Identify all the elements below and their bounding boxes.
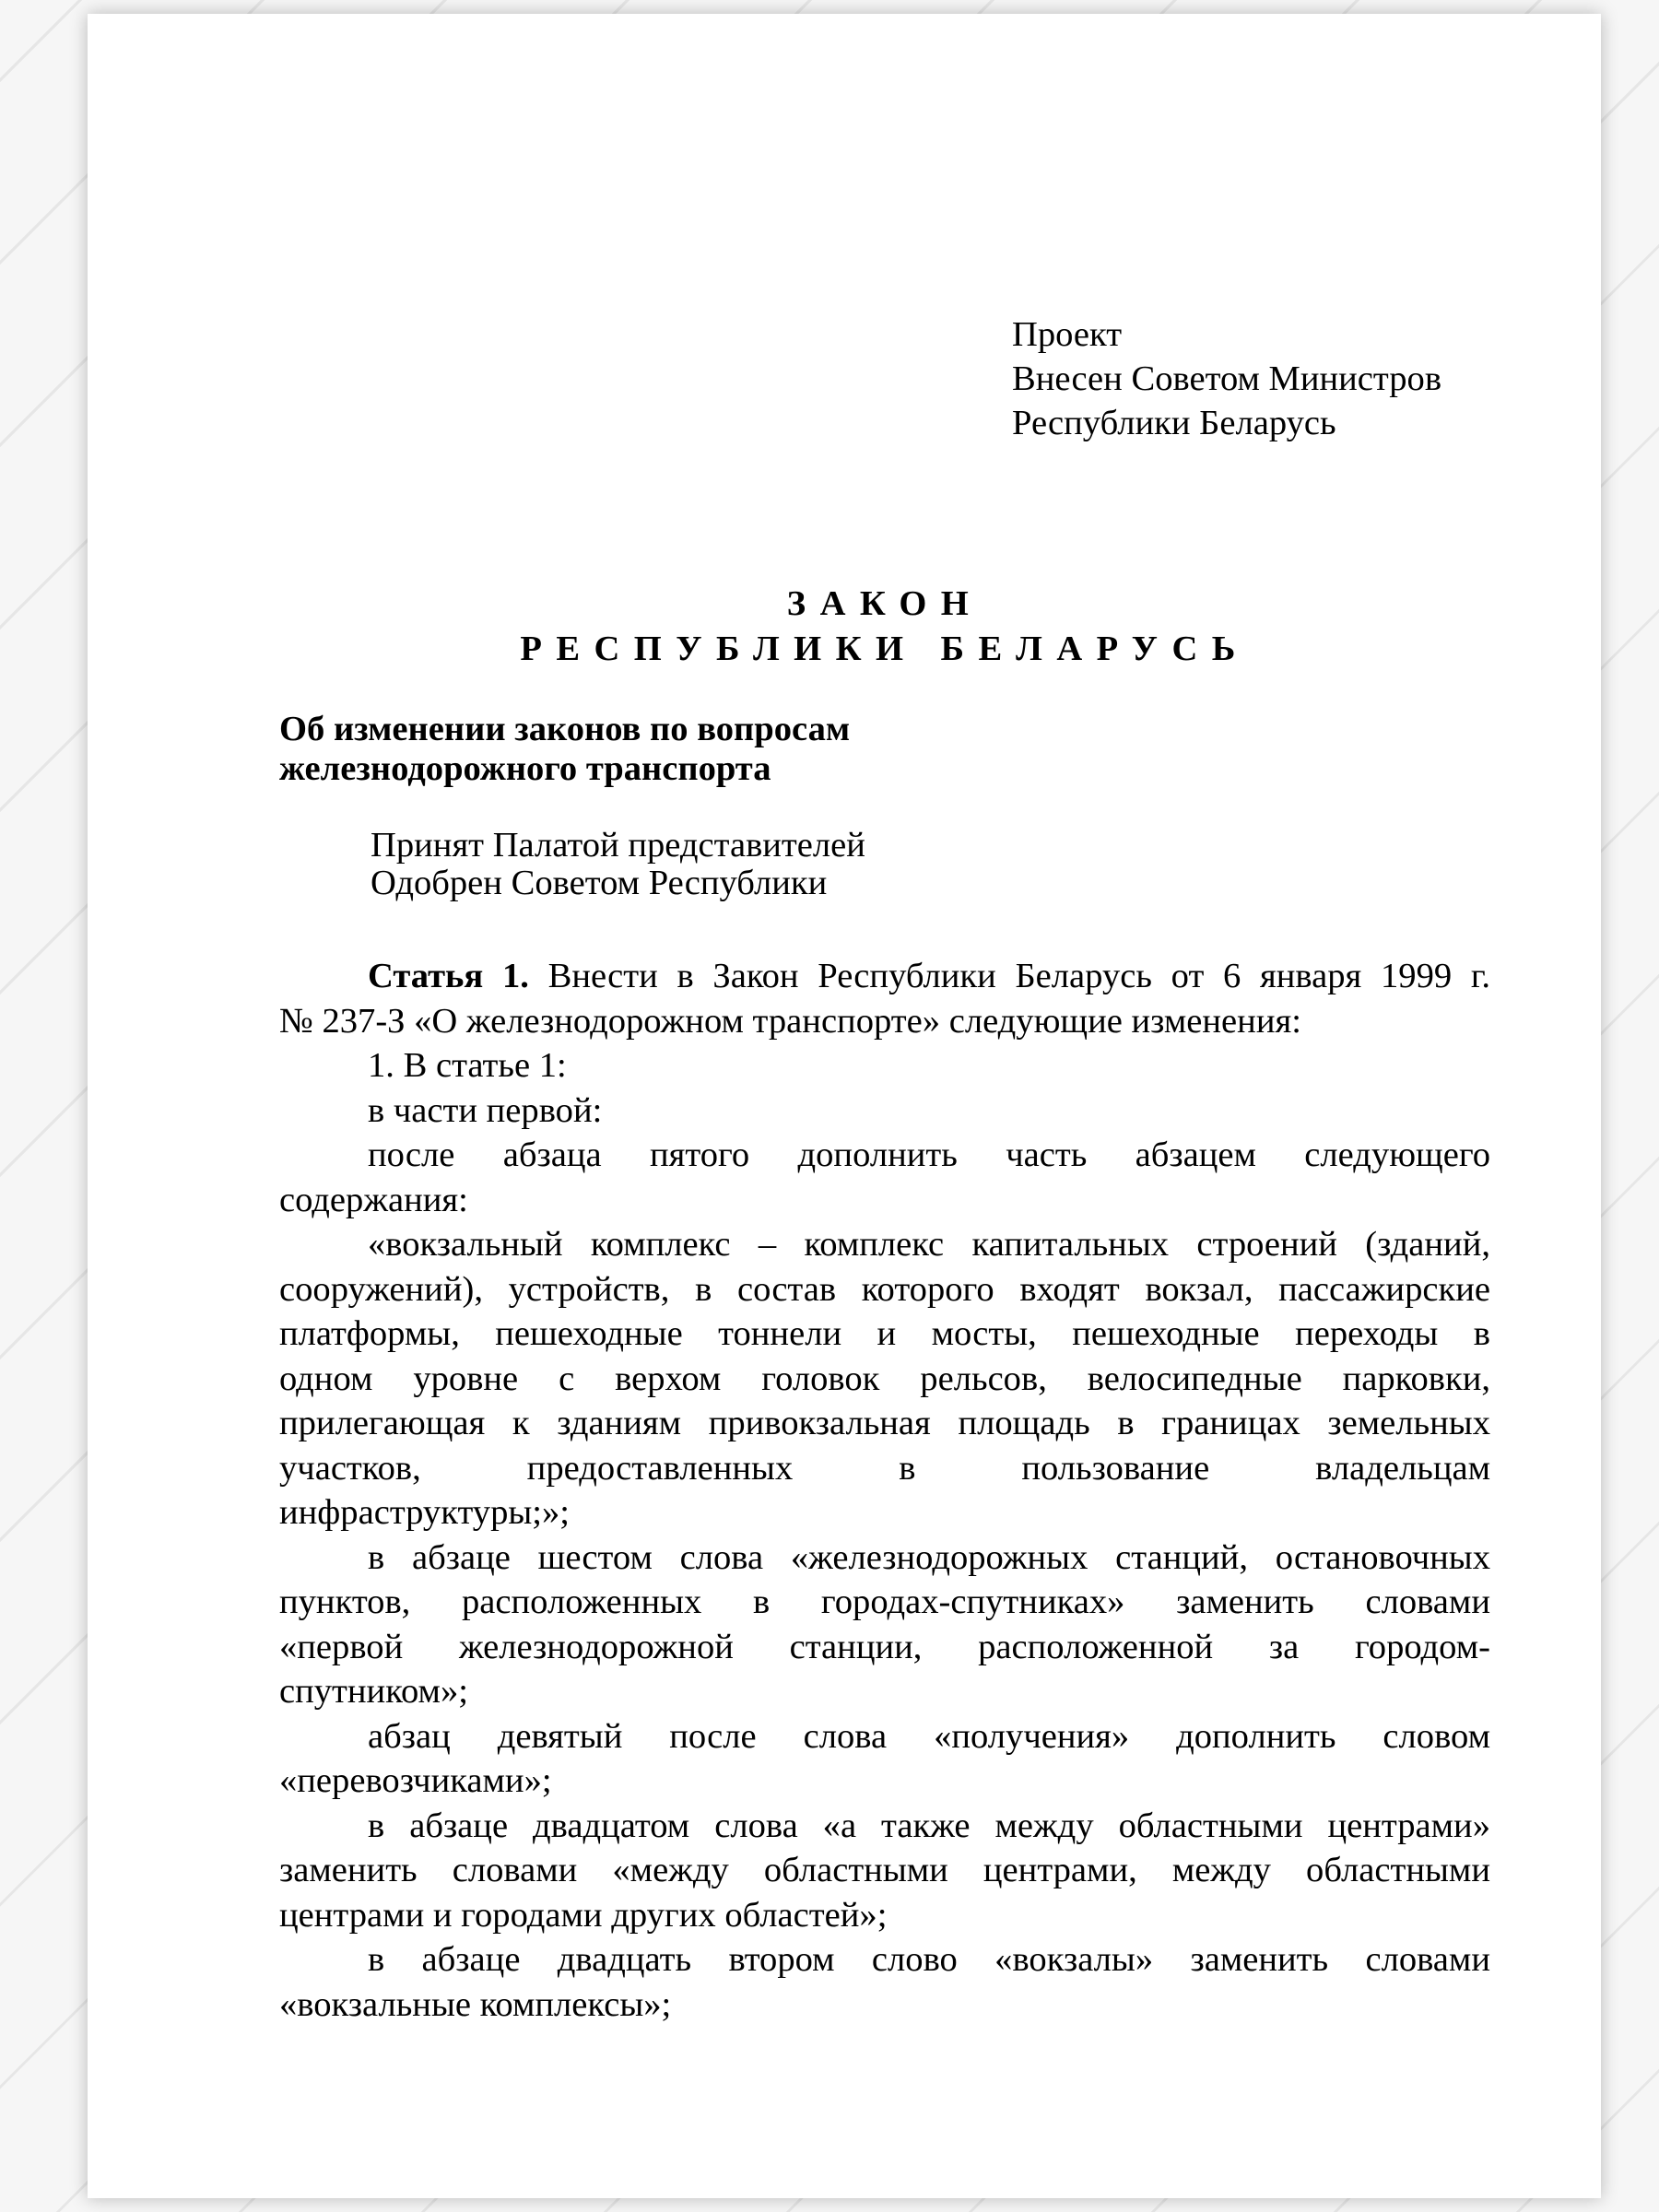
document-body — [279, 954, 1490, 2027]
paragraph-line: в абзаце шестом слова «железнодорожных станций, остановочных — [368, 1537, 1490, 1577]
paragraph-line: «вокзальный комплекс – комплекс капитальных строений (зданий, — [368, 1225, 1490, 1264]
article-1-line — [279, 954, 1490, 999]
article-label: Статья 1. — [368, 957, 529, 995]
header-line: Республики Беларусь — [1012, 404, 1336, 442]
paragraph-line: платформы, пешеходные тоннели и мосты, пешеходные переходы в — [279, 1314, 1490, 1353]
paragraph-line: прилегающая к зданиям привокзальная площадь в границах земельных — [279, 1404, 1490, 1442]
paragraph-line: центрами и городами других областей»; — [279, 1895, 888, 1935]
article-1-line: № 237-З «О железнодорожном транспорте» следующие изменения: — [279, 1001, 1301, 1041]
header-line: Внесен Советом Министров — [1012, 359, 1442, 398]
law-title — [279, 710, 850, 789]
title-line: железнодорожного транспорта — [279, 749, 771, 788]
paragraph-line: участков, предоставленных в пользование владельцам — [279, 1448, 1490, 1488]
adoption-line: Принят Палатой представителей — [371, 826, 865, 865]
article-text: Внести в Закон Республики Беларусь от 6 января 1999 г. — [528, 957, 1490, 995]
law-heading-line2: РЕСПУБЛИКИ БЕЛАРУСЬ — [520, 629, 1250, 668]
paragraph-line: в абзаце двадцать втором слово «вокзалы» заменить словами — [368, 1940, 1490, 1979]
paragraph-line: спутником»; — [279, 1672, 468, 1711]
paragraph-line: пунктов, расположенных в городах-спутниках» заменить словами — [279, 1583, 1490, 1621]
paragraph-line: «вокзальные комплексы»; — [279, 1984, 672, 2024]
paragraph-line: инфраструктуры;»; — [279, 1493, 571, 1532]
paragraph-line: абзац девятый после слова «получения» дополнить словом — [368, 1716, 1490, 1756]
adoption-info — [371, 827, 865, 902]
draft-header — [1012, 312, 1441, 445]
paragraph-line: после абзаца пятого дополнить часть абзацем следующего — [368, 1135, 1490, 1174]
paragraph-line: в части первой: — [368, 1090, 603, 1130]
adoption-line: Одобрен Советом Республики — [371, 864, 828, 902]
paragraph-line: «первой железнодорожной станции, расположенной за городом- — [279, 1627, 1490, 1666]
paragraph-line: «перевозчиками»; — [279, 1761, 552, 1800]
paragraph-line: одном уровне с верхом головок рельсов, велосипедные парковки, — [279, 1359, 1490, 1398]
law-heading — [279, 582, 1490, 672]
law-heading-line1: ЗАКОН — [786, 584, 983, 623]
paragraph-line: 1. В статье 1: — [368, 1046, 567, 1085]
paragraph-line: заменить словами «между областными центрами, между областными — [279, 1851, 1490, 1889]
paragraph-line: содержания: — [279, 1180, 468, 1219]
paragraph-line: в абзаце двадцатом слова «а также между областными центрами» — [368, 1806, 1490, 1845]
header-line: Проект — [1012, 315, 1123, 354]
title-line: Об изменении законов по вопросам — [279, 710, 851, 748]
paragraph-line: сооружений), устройств, в состав которого входят вокзал, пассажирские — [279, 1269, 1490, 1309]
document-page — [88, 14, 1601, 2198]
